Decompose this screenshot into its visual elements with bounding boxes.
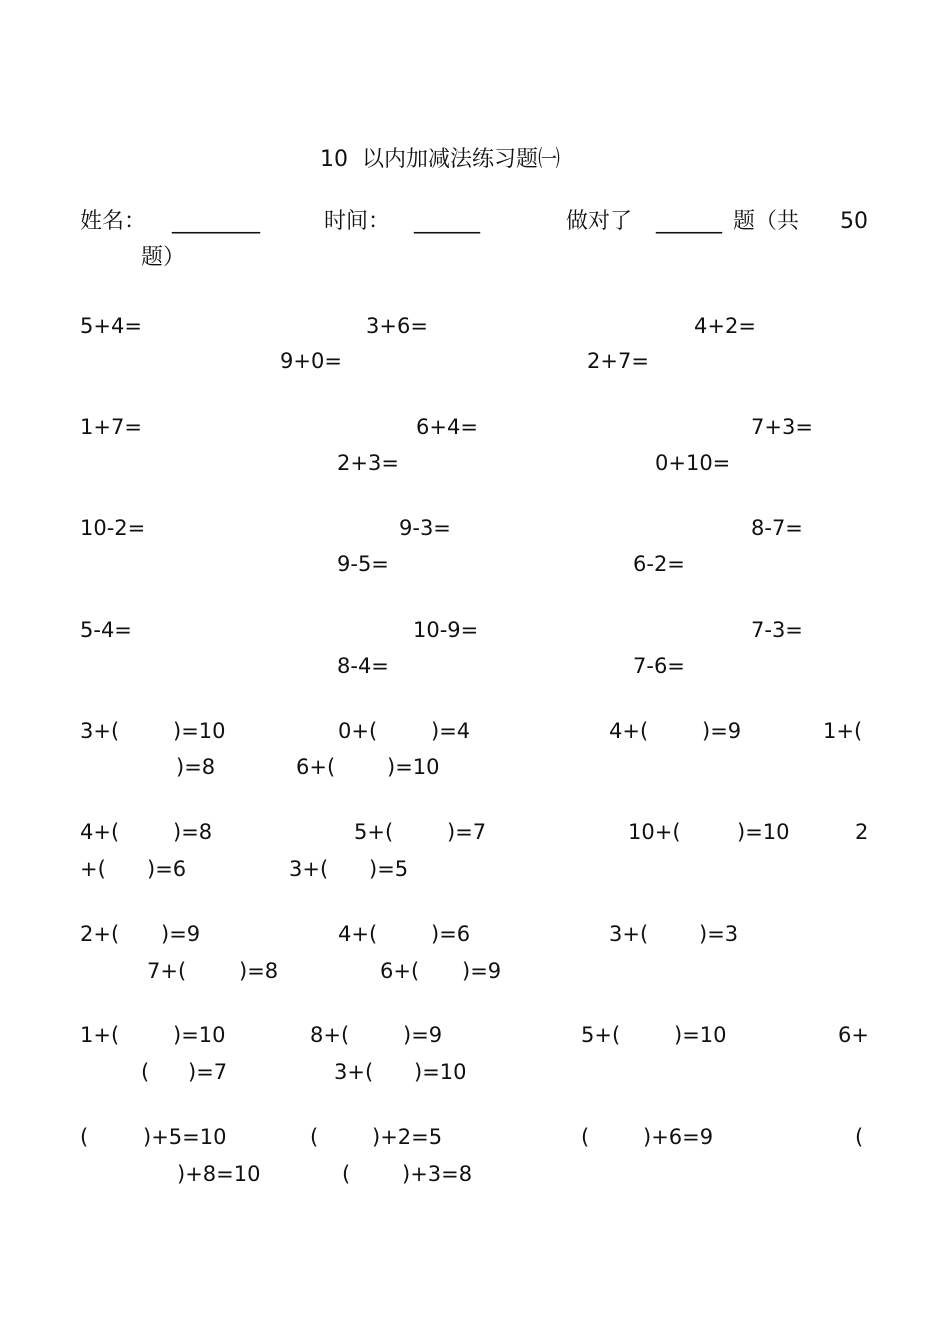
correct-blank: ______ [656,209,722,234]
problem-part: 3+( [609,922,649,946]
problem: 6+4= [416,415,478,439]
problem-part: ( [855,1125,864,1149]
problem-part: 6+( [380,959,420,983]
problem: 9+0= [280,349,342,373]
problem-part: )=6 [431,922,471,946]
problem-part: )=8 [173,820,213,844]
problem-part: )=10 [737,820,790,844]
problem-part: )+3=8 [402,1162,473,1186]
problem-part: )=5 [369,857,409,881]
problem: 1+7= [80,415,142,439]
problem: 4+2= [694,314,756,338]
ti-end: 题） [141,245,186,270]
problem-part: )=9 [702,719,742,743]
problem-part: 6+( [296,755,336,779]
problem-part: ( [342,1162,351,1186]
problem-part: )=10 [387,755,440,779]
problem: 7-3= [751,618,803,642]
problem-part: )=7 [188,1060,228,1084]
problem-part: 8+( [310,1023,350,1047]
problem-part: ( [80,1125,89,1149]
worksheet-title: 10 以内加减法练习题㈠ [320,147,560,172]
problem-part: ( [310,1125,319,1149]
problem: 10-2= [80,516,146,540]
problem: 9-5= [337,552,389,576]
problem: 3+6= [366,314,428,338]
problem-part: )=10 [173,719,226,743]
problem-part: 2 [855,820,869,844]
problem-part: 4+( [80,820,120,844]
problem-part: 5+( [354,820,394,844]
name-label: 姓名： [80,209,147,234]
name-blank: ________ [172,209,260,234]
problem-part: 4+( [338,922,378,946]
problem: 10-9= [413,618,479,642]
total-count: 50 [840,209,868,234]
problem-part: )+6=9 [643,1125,714,1149]
problem: 9-3= [399,516,451,540]
problem-part: )=4 [431,719,471,743]
problem-part: 4+( [609,719,649,743]
problem-part: 1+( [823,719,863,743]
problem-part: )=10 [414,1060,467,1084]
problem-part: 3+( [334,1060,374,1084]
correct-label: 做对了 [566,209,633,234]
problem: 8-7= [751,516,803,540]
problem-part: ( [141,1060,150,1084]
problem-part: 3+( [80,719,120,743]
problem-part: 6+ [838,1023,869,1047]
ti-label: 题（共 [733,209,800,234]
problem-part: )+2=5 [372,1125,443,1149]
problem-part: +( [80,857,106,881]
problem-part: )=10 [173,1023,226,1047]
problem: 5+4= [80,314,142,338]
problem-part: )=8 [176,755,216,779]
problem-part: )+5=10 [143,1125,227,1149]
problem-part: )=7 [447,820,487,844]
problem: 2+7= [587,349,649,373]
problem-part: 0+( [338,719,378,743]
problem-part: 5+( [581,1023,621,1047]
problem-part: )=9 [403,1023,443,1047]
problem-part: )=9 [161,922,201,946]
time-blank: ______ [414,209,480,234]
problem-part: )=3 [699,922,739,946]
problem-part: 3+( [289,857,329,881]
problem: 0+10= [655,451,731,475]
problem: 2+3= [337,451,399,475]
problem-part: )=8 [239,959,279,983]
problem-part: )=10 [674,1023,727,1047]
problem-part: )+8=10 [177,1162,261,1186]
problem-part: )=6 [147,857,187,881]
problem-part: 2+( [80,922,120,946]
problem-part: 7+( [147,959,187,983]
problem-part: ( [581,1125,590,1149]
problem-part: 10+( [628,820,681,844]
problem-part: )=9 [462,959,502,983]
time-label: 时间： [324,209,391,234]
problem-part: 1+( [80,1023,120,1047]
problem: 7-6= [633,654,685,678]
problem: 7+3= [751,415,813,439]
problem: 8-4= [337,654,389,678]
problem: 5-4= [80,618,132,642]
problem: 6-2= [633,552,685,576]
